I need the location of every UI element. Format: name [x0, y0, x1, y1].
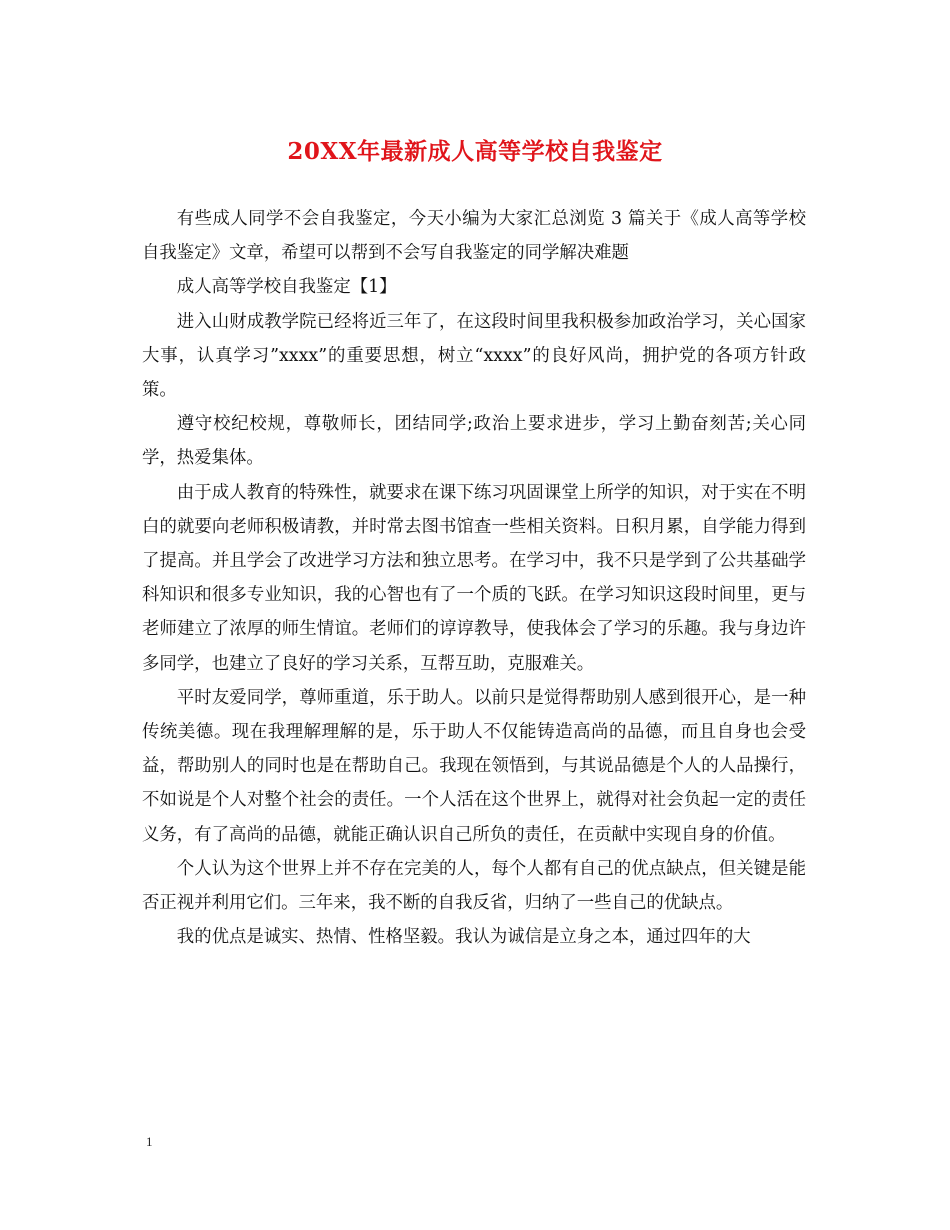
intro-paragraph: 有些成人同学不会自我鉴定，今天小编为大家汇总浏览 3 篇关于《成人高等学校自我鉴定》文章，希望可以帮到不会写自我鉴定的同学解决难题 [142, 209, 806, 264]
body-paragraph: 平时友爱同学，尊师重道，乐于助人。以前只是觉得帮助别人感到很开心，是一种传统美德。现在我理解理解的是，乐于助人不仅能铸造高尚的品德，而且自身也会受益，帮助别人的同时也是在帮助自己。我现在领悟到，与其说品德是个人的人品操行，不如说是个人对整个社会的责任。一个人活在这个世界上，就得对社会负起一定的责任义务，有了高尚的品德，就能正确认识自己所负的责任，在贡献中实现自身的价值。 [142, 687, 806, 845]
page-number: 1 [146, 1134, 153, 1149]
document-body [142, 202, 806, 954]
body-paragraph: 遵守校纪校规，尊敬师长，团结同学;政治上要求进步，学习上勤奋刻苦;关心同学，热爱集体。 [142, 414, 806, 469]
body-paragraph: 由于成人教育的特殊性，就要求在课下练习巩固课堂上所学的知识，对于实在不明白的就要向老师积极请教，并时常去图书馆查一些相关资料。日积月累，自学能力得到了提高。并且学会了改进学习方法和独立思考。在学习中，我不只是学到了公共基础学科知识和很多专业知识，我的心智也有了一个质的飞跃。在学习知识这段时间里，更与老师建立了浓厚的师生情谊。老师们的谆谆教导，使我体会了学习的乐趣。我与身边许多同学，也建立了良好的学习关系，互帮互助，克服难关。 [142, 482, 806, 674]
section-heading: 成人高等学校自我鉴定【1】 [176, 277, 397, 298]
body-paragraph: 个人认为这个世界上并不存在完美的人，每个人都有自己的优点缺点，但关键是能否正视并利用它们。三年来，我不断的自我反省，归纳了一些自己的优缺点。 [142, 858, 806, 914]
body-paragraph: 进入山财成教学院已经将近三年了，在这段时间里我积极参加政治学习，关心国家大事，认真学习”xxxx”的重要思想，树立“xxxx”的良好风尚，拥护党的各项方针政策。 [142, 311, 806, 401]
body-paragraph: 我的优点是诚实、热情、性格坚毅。我认为诚信是立身之本，通过四年的大 [176, 927, 751, 948]
document-title: 20XX年最新成人高等学校自我鉴定 [287, 138, 663, 165]
